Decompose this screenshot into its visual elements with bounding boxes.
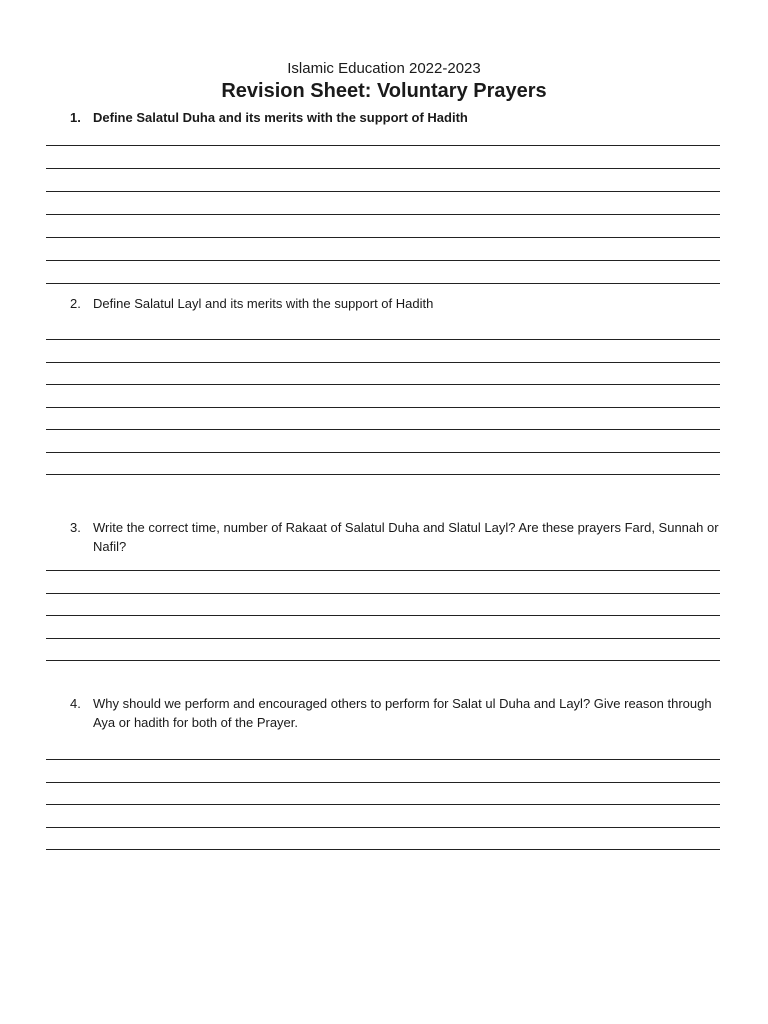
answer-line [46, 214, 720, 215]
question-1 [70, 108, 720, 127]
answer-line [46, 191, 720, 192]
question-number: 3. [70, 520, 81, 535]
answer-line [46, 283, 720, 284]
answer-line [46, 849, 720, 850]
answer-line [46, 782, 720, 783]
question-text: Define Salatul Layl and its merits with the support of Hadith [93, 296, 434, 311]
answer-line [46, 260, 720, 261]
answer-line [46, 759, 720, 760]
question-text: Why should we perform and encouraged others to perform for Salat ul Duha and Layl? Give reason through Aya or hadith for both of the Prayer. [93, 696, 712, 730]
answer-line [46, 660, 720, 661]
answer-line [46, 237, 720, 238]
question-number: 4. [70, 696, 81, 711]
answer-line [46, 362, 720, 363]
answer-line [46, 339, 720, 340]
answer-line [46, 407, 720, 408]
question-number: 2. [70, 296, 81, 311]
answer-line [46, 145, 720, 146]
question-2 [70, 294, 720, 313]
answer-line [46, 168, 720, 169]
answer-line [46, 638, 720, 639]
answer-line [46, 570, 720, 571]
answer-line [46, 827, 720, 828]
worksheet-subtitle: Islamic Education 2022-2023 [287, 60, 481, 77]
answer-line [46, 384, 720, 385]
worksheet-title: Revision Sheet: Voluntary Prayers [221, 80, 547, 102]
answer-line [46, 429, 720, 430]
answer-line [46, 452, 720, 453]
question-3 [70, 518, 720, 556]
question-text: Write the correct time, number of Rakaat of Salatul Duha and Slatul Layl? Are these prayers Fard, Sunnah or Nafil? [93, 520, 719, 554]
question-4 [70, 694, 720, 732]
question-number: 1. [70, 110, 81, 125]
answer-line [46, 474, 720, 475]
answer-line [46, 804, 720, 805]
answer-line [46, 593, 720, 594]
question-text: Define Salatul Duha and its merits with the support of Hadith [93, 110, 468, 125]
answer-line [46, 615, 720, 616]
